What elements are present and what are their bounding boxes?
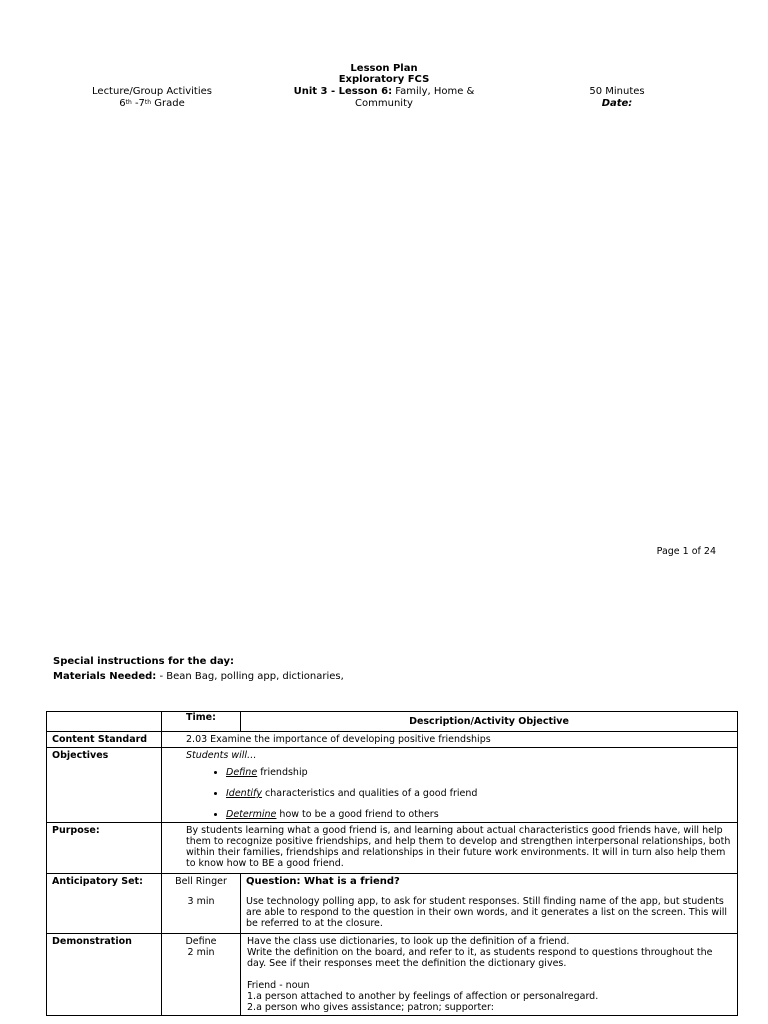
table-row — [47, 874, 738, 934]
table-row — [47, 934, 738, 1016]
duration-block — [560, 86, 674, 109]
content-standard-text: 2.03 Examine the importance of developing positive friendships — [162, 732, 738, 748]
list-item: • Identify characteristics and qualities of a good friend — [226, 788, 732, 799]
objectives-label: Objectives — [47, 748, 162, 823]
unit-topic-line2: Community — [355, 97, 413, 109]
page-number: Page 1 of 24 — [656, 546, 716, 557]
course-title: Exploratory FCS — [338, 74, 430, 85]
materials-label: Materials Needed: — [53, 671, 157, 682]
lesson-format — [62, 86, 242, 109]
demonstration-label: Demonstration — [47, 934, 162, 1016]
table-row — [47, 823, 738, 874]
materials-needed — [53, 671, 344, 682]
description-header: Description/Activity Objective — [241, 712, 738, 732]
anticipatory-description — [241, 874, 738, 934]
objectives-list — [186, 767, 732, 820]
content-standard-label: Content Standard — [47, 732, 162, 748]
special-instructions: Special instructions for the day: — [53, 656, 234, 667]
format-label: Lecture/Group Activities — [92, 86, 212, 97]
demonstration-time: Define 2 min — [162, 934, 241, 1016]
objectives-cell — [162, 748, 738, 823]
purpose-label: Purpose: — [47, 823, 162, 874]
objectives-intro: Students will… — [186, 750, 257, 761]
duration: 50 Minutes — [589, 86, 645, 97]
anticipatory-text: Use technology polling app, to ask for student responses. Still finding name of the app, but students are able to respond to the question in their own words, and it generates a list on the screen. This will be referred to at the closure. — [246, 896, 728, 929]
date-label: Date: — [601, 97, 633, 109]
purpose-text: By students learning what a good friend is, and learning about actual characteristics good friends have, will help them to recognize positive friendships, and help them to develop and strengthen interpersonal relationships, both within their families, friendships and relationships in their future work environments. It will in turn also help them to know how to BE a good friend. — [162, 823, 738, 874]
unit-topic: Family, Home & — [392, 86, 475, 97]
anticipatory-question: Question: What is a friend? — [246, 876, 400, 887]
list-item: • Determine how to be a good friend to others — [226, 809, 732, 820]
materials-value: - Bean Bag, polling app, dictionaries, — [156, 671, 344, 682]
lesson-table — [46, 711, 738, 1016]
unit-lesson — [284, 86, 484, 109]
time-header: Time: — [162, 712, 241, 732]
list-item: • Define friendship — [226, 767, 732, 778]
demonstration-description: Have the class use dictionaries, to look up the definition of a friend. Write the definition on the board, and refer to it, as students respond to questions throughout the day. See if their responses meet the definition the dictionary gives. Friend - noun 1.a person attached to another by feelings of affection or personalregard. 2.a person who gives assistance; patron; supporter: — [241, 934, 738, 1016]
anticipatory-time: Bell Ringer 3 min — [162, 874, 241, 934]
lesson-plan-title: Lesson Plan — [350, 63, 418, 74]
header-empty-cell — [47, 712, 162, 732]
table-row — [47, 748, 738, 823]
unit-label: Unit 3 - Lesson 6: — [293, 86, 393, 97]
table-row — [47, 732, 738, 748]
grade-level: 6th -7th Grade — [119, 97, 185, 109]
table-header-row — [47, 712, 738, 732]
anticipatory-set-label: Anticipatory Set: — [47, 874, 162, 934]
